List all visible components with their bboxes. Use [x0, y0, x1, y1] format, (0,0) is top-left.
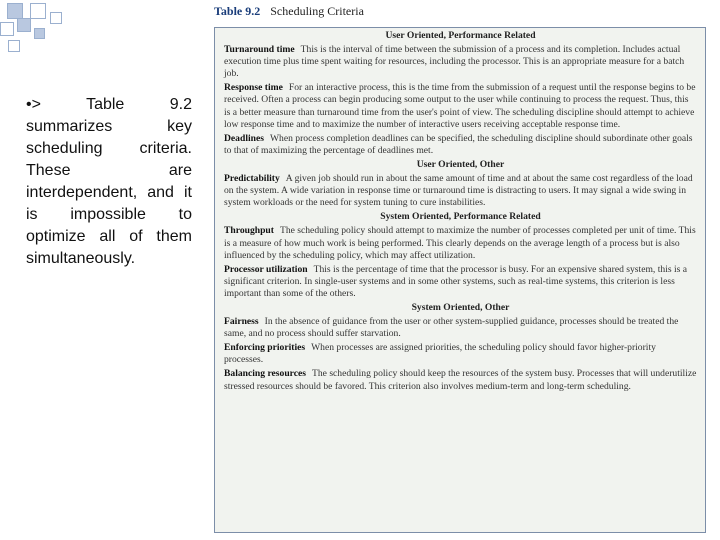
deco-square	[34, 28, 45, 39]
deco-square	[17, 18, 31, 32]
deco-square	[50, 12, 62, 24]
criterion-description: A given job should run in about the same amount of time and at about the same cost regardless of the load on the system. A wide variation in response time or turnaround time is distracting to users. It may signal a wide swing in system workloads or the need for system tuning to cure instabilities.	[224, 173, 693, 209]
criterion-term: Response time	[224, 82, 283, 94]
criterion-description: In the absence of guidance from the user or other system-supplied guidance, processes should be treated the same, and no process should suffer starvation.	[224, 316, 679, 340]
scheduling-criteria-table	[214, 27, 706, 533]
deco-square	[7, 3, 23, 19]
table-number: Table 9.2	[214, 4, 261, 18]
deco-square	[8, 40, 20, 52]
criterion-entry	[224, 342, 697, 366]
criterion-description: For an interactive process, this is the time from the submission of a request until the response begins to be received. Often a process can begin producing some output to the user while continuing to process the request. Thus, this is a better measure than turnaround time from the user's point of view. The scheduling discipline should attempt to achieve low response time and to maximize the number of interactive users receiving acceptable response time.	[224, 82, 696, 130]
criterion-term: Deadlines	[224, 132, 264, 144]
criterion-description: This is the interval of time between the submission of a process and its completion. Includes actual execution time plus time spent waiting for resources, including the processor. This is an appropriate measure for a batch job.	[224, 44, 685, 80]
deco-square	[0, 22, 14, 36]
section-heading: User Oriented, Other	[416, 158, 505, 170]
table-title: Scheduling Criteria	[270, 4, 364, 18]
criterion-term: Predictability	[224, 173, 280, 185]
criterion-description: The scheduling policy should attempt to maximize the number of processes completed per unit of time. This is a measure of how much work is being performed. This clearly depends on the average length of a process but is also influenced by the scheduling policy, which may affect utilization.	[224, 225, 696, 261]
criterion-description: When process completion deadlines can be specified, the scheduling discipline should subordinate other goals to that of maximizing the percentage of deadlines met.	[224, 132, 693, 156]
criterion-entry	[224, 264, 697, 300]
criterion-entry	[224, 133, 697, 157]
criterion-description: The scheduling policy should keep the resources of the system busy. Processes that will underutilize stressed resources should be favored. This criterion also involves medium-term and long-term scheduling.	[224, 368, 697, 392]
criterion-term: Balancing resources	[224, 368, 306, 380]
criterion-entry	[224, 82, 697, 130]
criterion-term: Processor utilization	[224, 263, 308, 275]
slide-bullet-text: •> Table 9.2 summarizes key scheduling criteria. These are interdependent, and it is impossible to optimize all of them simultaneously.	[26, 96, 192, 267]
deco-square	[30, 3, 46, 19]
criterion-entry	[224, 44, 697, 80]
criterion-description: When processes are assigned priorities, the scheduling policy should favor higher-priority processes.	[224, 342, 656, 366]
criterion-term: Turnaround time	[224, 44, 295, 56]
section-heading: System Oriented, Other	[411, 301, 510, 313]
decorative-squares	[0, 0, 80, 60]
section-heading: System Oriented, Performance Related	[380, 211, 541, 223]
section-heading: User Oriented, Performance Related	[385, 30, 536, 41]
table-caption	[214, 4, 384, 20]
criterion-term: Enforcing priorities	[224, 342, 306, 354]
criterion-term: Throughput	[224, 225, 274, 237]
criterion-entry	[224, 173, 697, 209]
criterion-term: Fairness	[224, 316, 259, 328]
criterion-description: This is the percentage of time that the processor is busy. For an expensive shared system, this is a significant criterion. In single-user systems and in some other systems, such as real-time systems, this criterion is less important than some of the others.	[224, 263, 688, 299]
criterion-entry	[224, 225, 697, 261]
criterion-entry	[224, 316, 697, 340]
criterion-entry	[224, 368, 697, 392]
